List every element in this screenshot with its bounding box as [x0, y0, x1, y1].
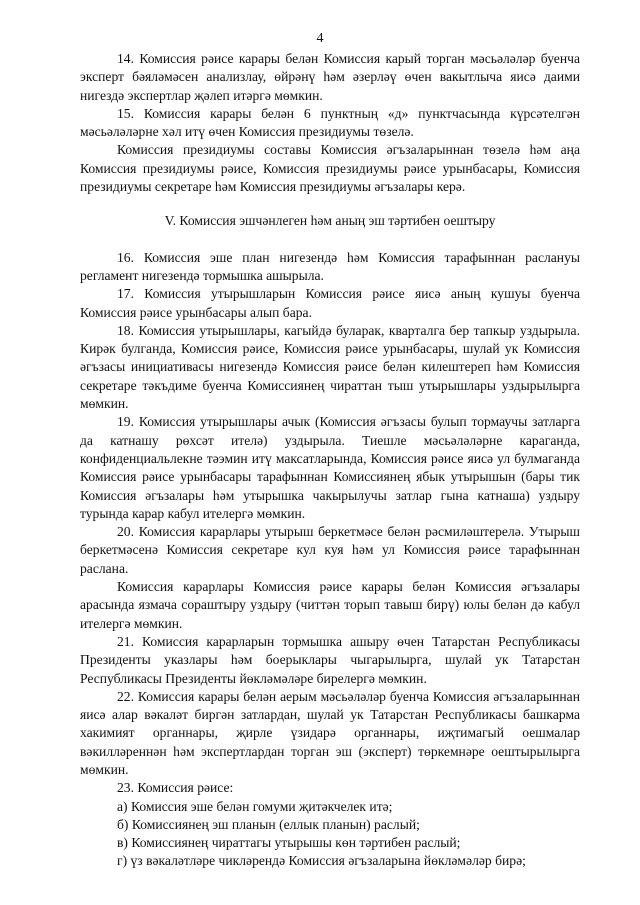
paragraph-19: 19. Комиссия утырышлары ачык (Комиссия әгъзасы булып тормаучы затларга да катнашу рөхсәт ителә) уздырыла. Тиешле мәсьәләләрне караганда, конфиденциальлекне тәэмин итү максатларында, Комиссия рәисе яисә ул булмаганда Комиссия рәисе урынбасары тарафыннан Комиссиянең ябык утырышын (бары тик Комиссия әгъзалары һәм утырышка чакырылучы затлар гына катнаша) уздыру турында карар кабул ителергә мөмкин.: [80, 414, 580, 521]
paragraph-20: 20. Комиссия карарлары утырыш беркетмәсе белән рәсмиләштерелә. Утырыш беркетмәсенә Комиссия секретаре кул куя һәм ул Комиссия рәисе тарафыннан раслана.: [80, 524, 580, 576]
document-body: [80, 50, 580, 871]
paragraph-17: 17. Комиссия утырышларын Комиссия рәисе яисә аның кушуы буенча Комиссия рәисе урынбасары алып бара.: [80, 286, 580, 320]
section-heading: V. Комиссия эшчәнлеген һәм аның эш тәртибен оештыру: [164, 213, 496, 229]
list-item-a: а) Комиссия эше белән гомуми җитәкчелек итә;: [117, 798, 393, 814]
list-item-v: в) Комиссиянең чираттагы утырышы көн тәртибен раслый;: [117, 835, 461, 851]
paragraph-15: 15. Комиссия карары белән 6 пунктның «д» пунктчасында күрсәтелгән мәсьәләләрне хәл итү өчен Комиссия президиумы төзелә.: [80, 105, 580, 140]
paragraph-16: 16. Комиссия эше план нигезендә һәм Комиссия тарафыннан раслануы регламент нигезендә тормышка ашырыла.: [80, 249, 580, 283]
paragraph-18: 18. Комиссия утырышлары, кагыйдә буларак, кварталга бер тапкыр уздырыла. Кирәк булганда, Комиссия рәисе, Комиссия рәисе урынбасары, шулай ук Комиссия әгъзасы инициативасы нигезендә Комиссия рәисе белән килештереп һәм Комиссия секретаре тәкъдиме буенча Комиссиянең чираттан тыш утырышлары уздырылырга мөмкин.: [80, 322, 580, 412]
paragraph-21: 21. Комиссия карарларын тормышка ашыру өчен Татарстан Республикасы Президенты указлары һәм боерыклары чыгарылырга, шулай ук Татарстан Республикасы Президенты йөкләмәләре бирелергә мөмкин.: [80, 633, 580, 686]
paragraph-written-poll: Комиссия карарлары Комиссия рәисе карары белән Комиссия әгъзалары арасында язмача сораштыру уздыру (читтән торып тавыш бирү) юлы белән дә кабул ителергә мөмкин.: [80, 579, 580, 631]
paragraph-14: 14. Комиссия рәисе карары белән Комиссия карый торган мәсьәләләр буенча эксперт бәяләмәсен анализлау, өйрәнү һәм әзерләү өчен вакытлыча яисә даими нигездә экспертлар җәлеп итәргә мөмкин.: [80, 51, 580, 103]
page-number: 4: [316, 31, 324, 46]
list-item-g: г) үз вәкаләтләре чикләрендә Комиссия әгъзаларына йөкләмәләр бирә;: [117, 853, 526, 869]
list-item-b: б) Комиссиянең эш планын (еллык планын) раслый;: [117, 816, 420, 832]
paragraph-presidium-composition: Комиссия президиумы составы Комиссия әгъзаларыннан төзелә һәм аңа Комиссия президиумы рәисе, Комиссия президиумы рәисе урынбасары, Комиссия президиумы секретаре һәм Комиссия президиумы әгъзалары керә.: [80, 142, 580, 195]
paragraph-22: 22. Комиссия карары белән аерым мәсьәләләр буенча Комиссия әгъзаларыннан яисә алар вәкаләт биргән затлардан, шулай ук Татарстан Республикасы башкарма хакимият органнары, җирле үзидарә органнары, иҗтимагый оешмалар вәкилләреннән һәм экспертлардан торган эш (эксперт) төркемнәре оештырылырга мөмкин.: [80, 688, 580, 777]
paragraph-23: 23. Комиссия рәисе:: [117, 780, 234, 796]
